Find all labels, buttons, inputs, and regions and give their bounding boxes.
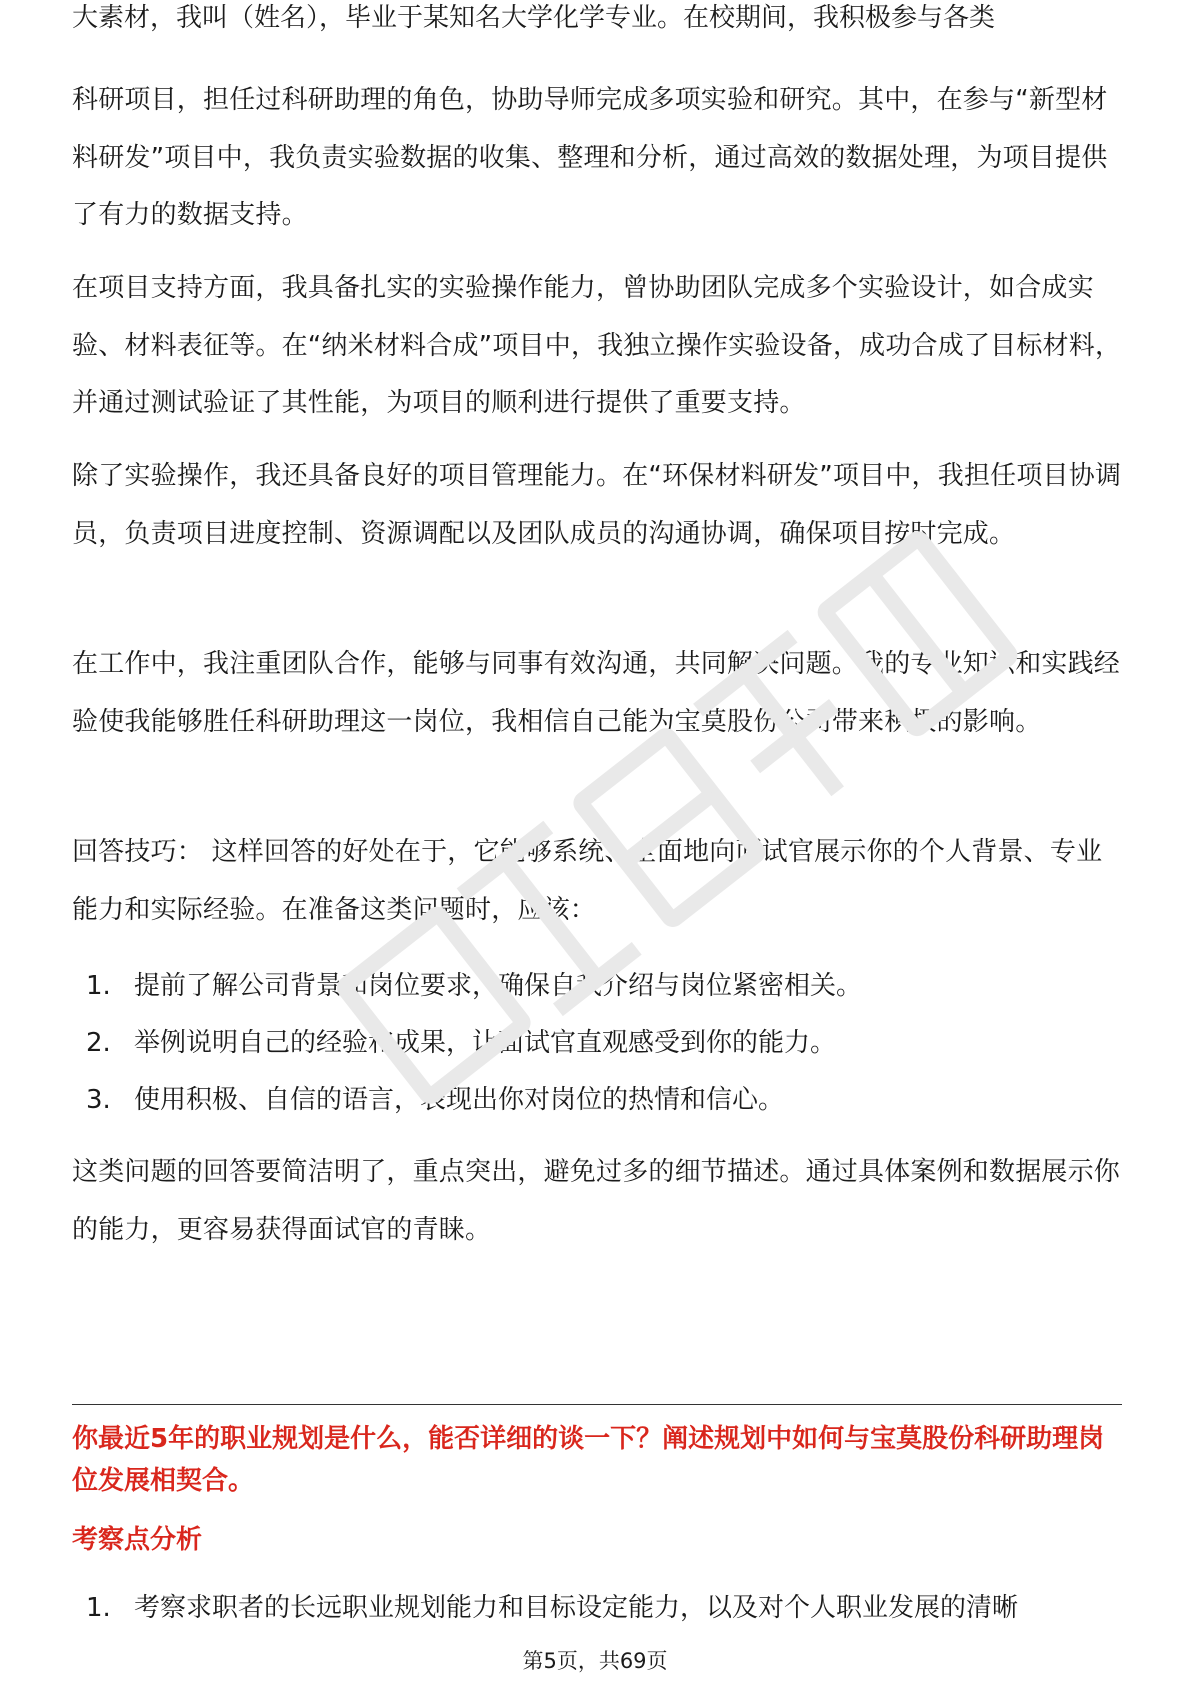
paragraph-project-support: 在项目支持方面，我具备扎实的实验操作能力，曾协助团队完成多个实验设计，如合成实验、材料表征等。在“纳米材料合成”项目中，我独立操作实验设备，成功合成了目标材料，并通过测试验证了其性能，为项目的顺利进行提供了重要支持。	[72, 273, 1122, 418]
analysis-heading: 考察点分析	[72, 1525, 203, 1555]
list-item	[72, 958, 1122, 1015]
list-item	[72, 1588, 1122, 1628]
paragraph-research-experience: 科研项目，担任过科研助理的角色，协助导师完成多项实验和研究。其中，在参与“新型材料研发”项目中，我负责实验数据的收集、整理和分析，通过高效的数据处理，为项目提供了有力的数据支持。	[72, 85, 1108, 230]
section-divider	[72, 1404, 1122, 1405]
question-title: 你最近5年的职业规划是什么，能否详细的谈一下？阐述规划中如何与宝莫股份科研助理岗位发展相契合。	[72, 1424, 1105, 1496]
list-item-text: 考察求职者的长远职业规划能力和目标设定能力，以及对个人职业发展的清晰	[134, 1593, 1019, 1623]
cut-off-text-line	[72, 3, 1122, 56]
list-item-text: 提前了解公司背景和岗位要求，确保自我介绍与岗位紧密相关。	[134, 971, 863, 1001]
paragraph-teamwork: 在工作中，我注重团队合作，能够与同事有效沟通，共同解决问题。我的专业知识和实践经验使我能够胜任科研助理这一岗位，我相信自己能为宝莫股份公司带来积极的影响。	[72, 649, 1121, 737]
paragraph-project-management: 除了实验操作，我还具备良好的项目管理能力。在“环保材料研发”项目中，我担任项目协调员，负责项目进度控制、资源调配以及团队成员的沟通协调，确保项目按时完成。	[72, 461, 1122, 549]
list-item-number: 1.	[86, 971, 111, 1001]
list-item-text: 使用积极、自信的语言，表现出你对岗位的热情和信心。	[134, 1085, 785, 1115]
cut-off-text: 大素材，我叫（姓名），毕业于某知名大学化学专业。在校期间，我积极参与各类	[72, 3, 996, 33]
list-item	[72, 1072, 1122, 1129]
list-item	[72, 1015, 1122, 1072]
analysis-list	[72, 1588, 1122, 1628]
paragraph-closing: 这类问题的回答要简洁明了，重点突出，避免过多的细节描述。通过具体案例和数据展示你的能力，更容易获得面试官的青睐。	[72, 1157, 1121, 1245]
list-item-number: 2.	[86, 1028, 111, 1058]
list-item-number: 1.	[86, 1593, 111, 1623]
paragraph-answer-tips: 回答技巧： 这样回答的好处在于，它能够系统、全面地向面试官展示你的个人背景、专业能力和实际经验。在准备这类问题时，应该：	[72, 837, 1103, 925]
list-item-number: 3.	[86, 1085, 111, 1115]
list-item-text: 举例说明自己的经验和成果，让面试官直观感受到你的能力。	[134, 1028, 837, 1058]
page-number: 第5页，共69页	[522, 1649, 668, 1673]
page-footer	[0, 1646, 1190, 1676]
tips-list	[72, 958, 1122, 1129]
